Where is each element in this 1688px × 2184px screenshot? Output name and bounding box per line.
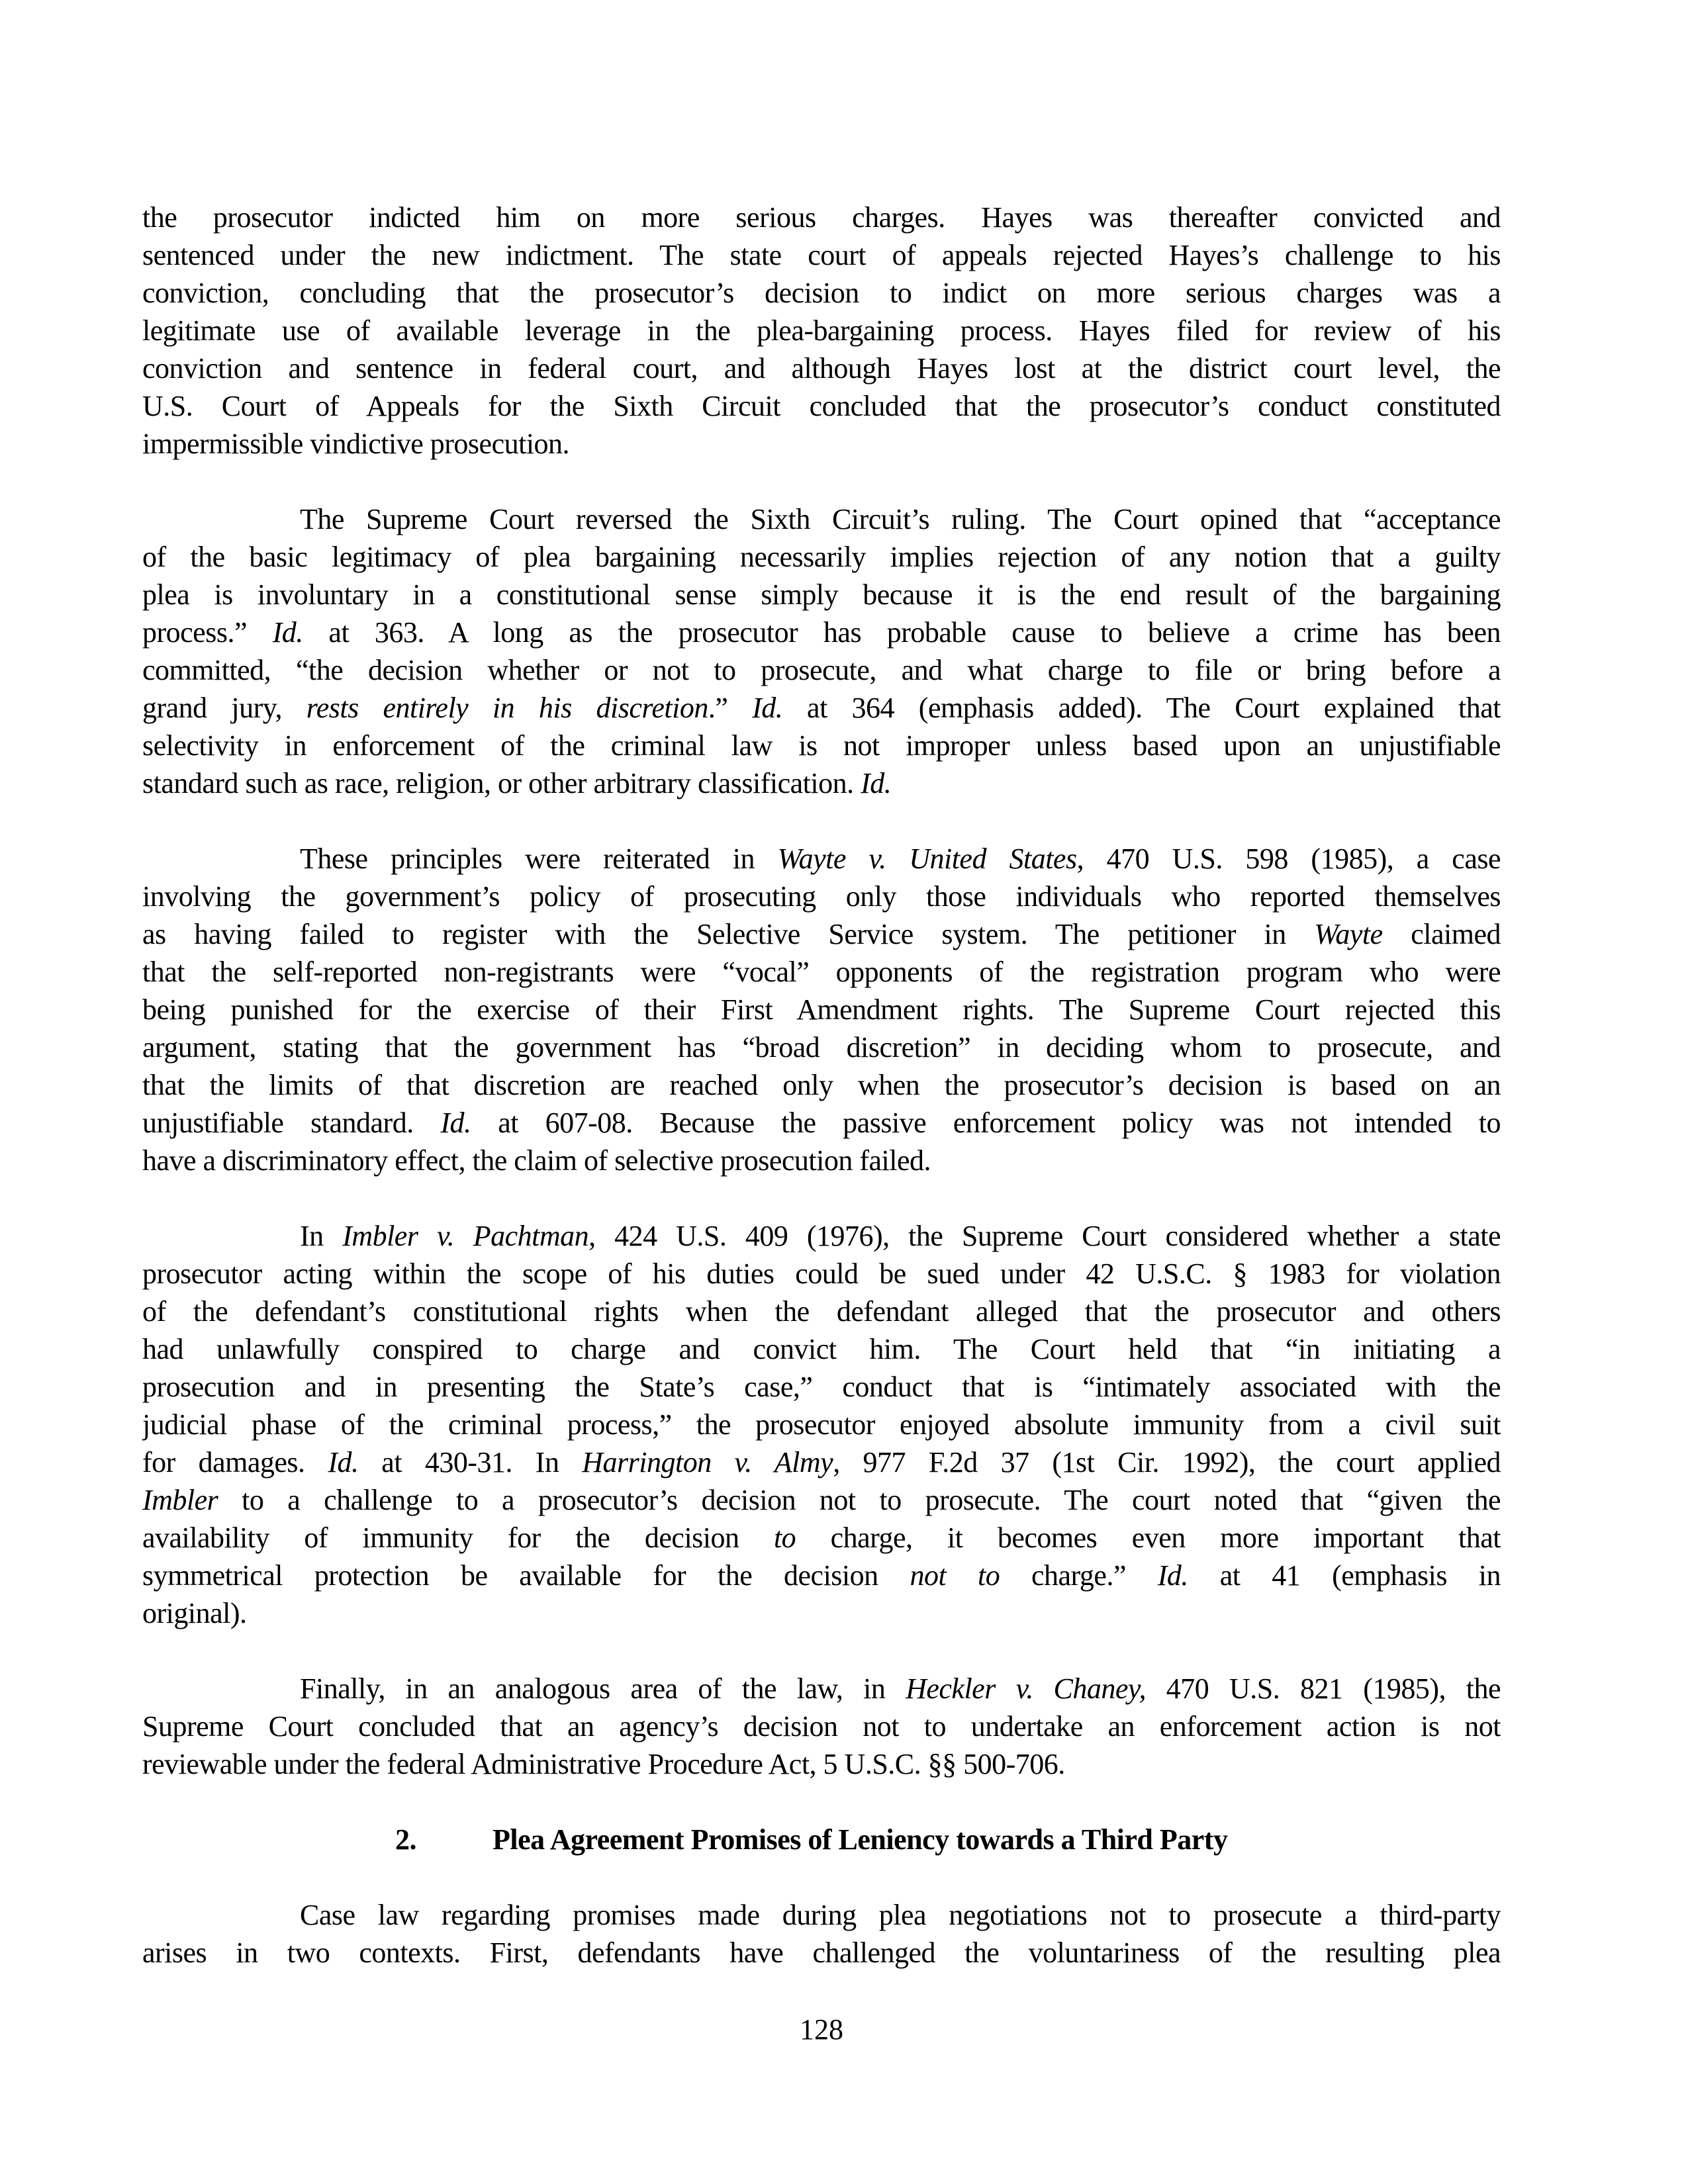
text-line <box>142 991 1501 1028</box>
text-line <box>142 614 1501 651</box>
text-line <box>142 1934 1501 1972</box>
text-line <box>142 274 1501 312</box>
italic-text: Id. <box>752 692 783 724</box>
text-run: at 41 (emphasis in <box>1188 1559 1501 1592</box>
text-run: impermissible vindictive prosecution. <box>142 428 570 460</box>
text-line <box>142 651 1501 689</box>
section-heading <box>142 1821 1501 1858</box>
text-run: grand jury, <box>142 692 306 724</box>
text-line <box>142 1406 1501 1443</box>
text-line <box>142 500 1501 538</box>
italic-text: not to <box>910 1559 1000 1592</box>
text-run: selectivity in enforcement of the criminal law is not improper unless based upon an unjustifiable <box>142 729 1501 762</box>
text-run: original). <box>142 1597 247 1629</box>
text-run: process.” <box>142 616 273 649</box>
text-run: charge, it becomes even more important that <box>796 1522 1501 1554</box>
text-line <box>142 1896 1501 1934</box>
text-line <box>142 1670 1501 1707</box>
text-line <box>142 1255 1501 1293</box>
text-run: U.S. Court of Appeals for the Sixth Circuit concluded that the prosecutor’s conduct constituted <box>142 390 1501 422</box>
italic-text: Id. <box>328 1446 359 1479</box>
text-run: Finally, in an analogous area of the law, in <box>300 1672 906 1705</box>
italic-text: Wayte v. United States <box>777 842 1077 875</box>
text-run: legitimate use of available leverage in the plea-bargaining process. Hayes filed for review of his <box>142 314 1501 347</box>
paragraph <box>142 1217 1501 1632</box>
text-line <box>142 1745 1501 1783</box>
text-run: unjustifiable standard. <box>142 1107 441 1139</box>
italic-text: Id. <box>272 616 303 649</box>
text-line <box>142 1330 1501 1368</box>
text-run: of the defendant’s constitutional rights when the defendant alleged that the prosecutor and others <box>142 1295 1501 1328</box>
text-line <box>142 349 1501 387</box>
text-run: , 424 U.S. 409 (1976), the Supreme Court considered whether a state <box>588 1220 1501 1252</box>
text-run: as having failed to register with the Selective Service system. The petitioner in <box>142 918 1315 950</box>
text-run: at 607-08. Because the passive enforcement policy was not intended to <box>471 1107 1501 1139</box>
text-run: , 470 U.S. 598 (1985), a case <box>1076 842 1501 875</box>
text-run: prosecution and in presenting the State’s case,” conduct that is “intimately associated with the <box>142 1371 1501 1403</box>
text-line <box>142 576 1501 614</box>
italic-text: rests entirely in his discretion <box>306 692 708 724</box>
paragraph <box>142 500 1501 802</box>
text-line <box>142 764 1501 802</box>
italic-text: Id. <box>861 767 892 799</box>
heading-title: Plea Agreement Promises of Leniency towards a Third Party <box>492 1823 1228 1856</box>
text-line <box>142 727 1501 764</box>
text-line <box>142 915 1501 953</box>
text-line <box>142 1557 1501 1594</box>
text-run: have a discriminatory effect, the claim of selective prosecution failed. <box>142 1144 931 1177</box>
text-run: had unlawfully conspired to charge and convict him. The Court held that “in initiating a <box>142 1333 1501 1365</box>
text-run: Supreme Court concluded that an agency’s decision not to undertake an enforcement action is not <box>142 1710 1501 1743</box>
text-line <box>142 689 1501 727</box>
text-line <box>142 1293 1501 1330</box>
text-line <box>142 1481 1501 1519</box>
text-line <box>142 387 1501 425</box>
italic-text: Wayte <box>1314 918 1383 950</box>
text-run: prosecutor acting within the scope of his duties could be sued under 42 U.S.C. § 1983 for violation <box>142 1257 1501 1290</box>
text-run: standard such as race, religion, or other arbitrary classification. <box>142 767 861 799</box>
text-run: arises in two contexts. First, defendants have challenged the voluntariness of the resulting plea <box>142 1936 1501 1969</box>
text-run: argument, stating that the government has “broad discretion” in deciding whom to prosecute, and <box>142 1031 1501 1064</box>
text-run: at 430-31. In <box>358 1446 583 1479</box>
text-run: In <box>300 1220 343 1252</box>
italic-text: to <box>773 1522 796 1554</box>
text-run: of the basic legitimacy of plea bargaining necessarily implies rejection of any notion that a guilty <box>142 541 1501 573</box>
text-run: at 363. A long as the prosecutor has probable cause to believe a crime has been <box>303 616 1501 649</box>
heading-number: 2. <box>395 1823 416 1856</box>
text-run: being punished for the exercise of their First Amendment rights. The Supreme Court rejected this <box>142 993 1501 1026</box>
text-line <box>142 1594 1501 1632</box>
document-text <box>142 199 1501 1972</box>
text-line <box>142 840 1501 878</box>
text-run: , 977 F.2d 37 (1st Cir. 1992), the court applied <box>833 1446 1501 1479</box>
italic-text: Harrington v. Almy <box>582 1446 833 1479</box>
paragraph <box>142 1670 1501 1783</box>
italic-text: Imbler v. Pachtman <box>342 1220 589 1252</box>
text-run: judicial phase of the criminal process,” the prosecutor enjoyed absolute immunity from a civil suit <box>142 1408 1501 1441</box>
text-run: at 364 (emphasis added). The Court explained that <box>782 692 1501 724</box>
text-run: symmetrical protection be available for the decision <box>142 1559 910 1592</box>
text-run: that the limits of that discretion are reached only when the prosecutor’s decision is based on an <box>142 1069 1501 1101</box>
paragraph <box>142 199 1501 463</box>
text-line <box>142 1104 1501 1142</box>
text-run: that the self-reported non-registrants were “vocal” opponents of the registration program who were <box>142 956 1501 988</box>
text-run: committed, “the decision whether or not to prosecute, and what charge to file or bring before a <box>142 654 1501 686</box>
italic-text: Heckler v. Chaney, <box>906 1672 1147 1705</box>
text-run: for damages. <box>142 1446 328 1479</box>
text-run: .” <box>708 692 753 724</box>
text-run: These principles were reiterated in <box>300 842 778 875</box>
text-run: plea is involuntary in a constitutional sense simply because it is the end result of the bargaining <box>142 578 1501 611</box>
text-run: sentenced under the new indictment. The state court of appeals rejected Hayes’s challenge to his <box>142 239 1501 271</box>
paragraph <box>142 840 1501 1179</box>
text-run: availability of immunity for the decision <box>142 1522 774 1554</box>
text-line <box>142 1368 1501 1406</box>
text-line <box>142 199 1501 236</box>
page-number: 128 <box>800 2013 843 2046</box>
italic-text: Imbler <box>142 1484 218 1516</box>
text-run: claimed <box>1382 918 1501 950</box>
text-line <box>142 425 1501 463</box>
text-line <box>142 236 1501 274</box>
text-run: involving the government’s policy of prosecuting only those individuals who reported themselves <box>142 880 1501 913</box>
text-line <box>142 312 1501 349</box>
text-run: reviewable under the federal Administrative Procedure Act, 5 U.S.C. §§ 500-706. <box>142 1748 1065 1780</box>
text-line <box>142 1217 1501 1255</box>
text-run: The Supreme Court reversed the Sixth Circuit’s ruling. The Court opined that “acceptance <box>300 503 1501 535</box>
text-run: conviction and sentence in federal court, and although Hayes lost at the district court level, the <box>142 352 1501 385</box>
text-run: 470 U.S. 821 (1985), the <box>1146 1672 1501 1705</box>
text-run: charge.” <box>1000 1559 1158 1592</box>
text-run: the prosecutor indicted him on more serious charges. Hayes was thereafter convicted and <box>142 201 1501 234</box>
text-line <box>142 953 1501 991</box>
text-line <box>142 1707 1501 1745</box>
italic-text: Id. <box>440 1107 471 1139</box>
paragraph <box>142 1896 1501 1972</box>
text-line <box>142 1519 1501 1557</box>
text-run: to a challenge to a prosecutor’s decision not to prosecute. The court noted that “given the <box>218 1484 1501 1516</box>
text-line <box>142 1028 1501 1066</box>
text-line <box>142 1443 1501 1481</box>
text-run: Case law regarding promises made during plea negotiations not to prosecute a third-party <box>300 1899 1501 1931</box>
text-line <box>142 1066 1501 1104</box>
text-run: conviction, concluding that the prosecutor’s decision to indict on more serious charges was a <box>142 277 1501 309</box>
text-line <box>142 878 1501 915</box>
text-line <box>142 538 1501 576</box>
text-line <box>142 1142 1501 1179</box>
italic-text: Id. <box>1157 1559 1188 1592</box>
